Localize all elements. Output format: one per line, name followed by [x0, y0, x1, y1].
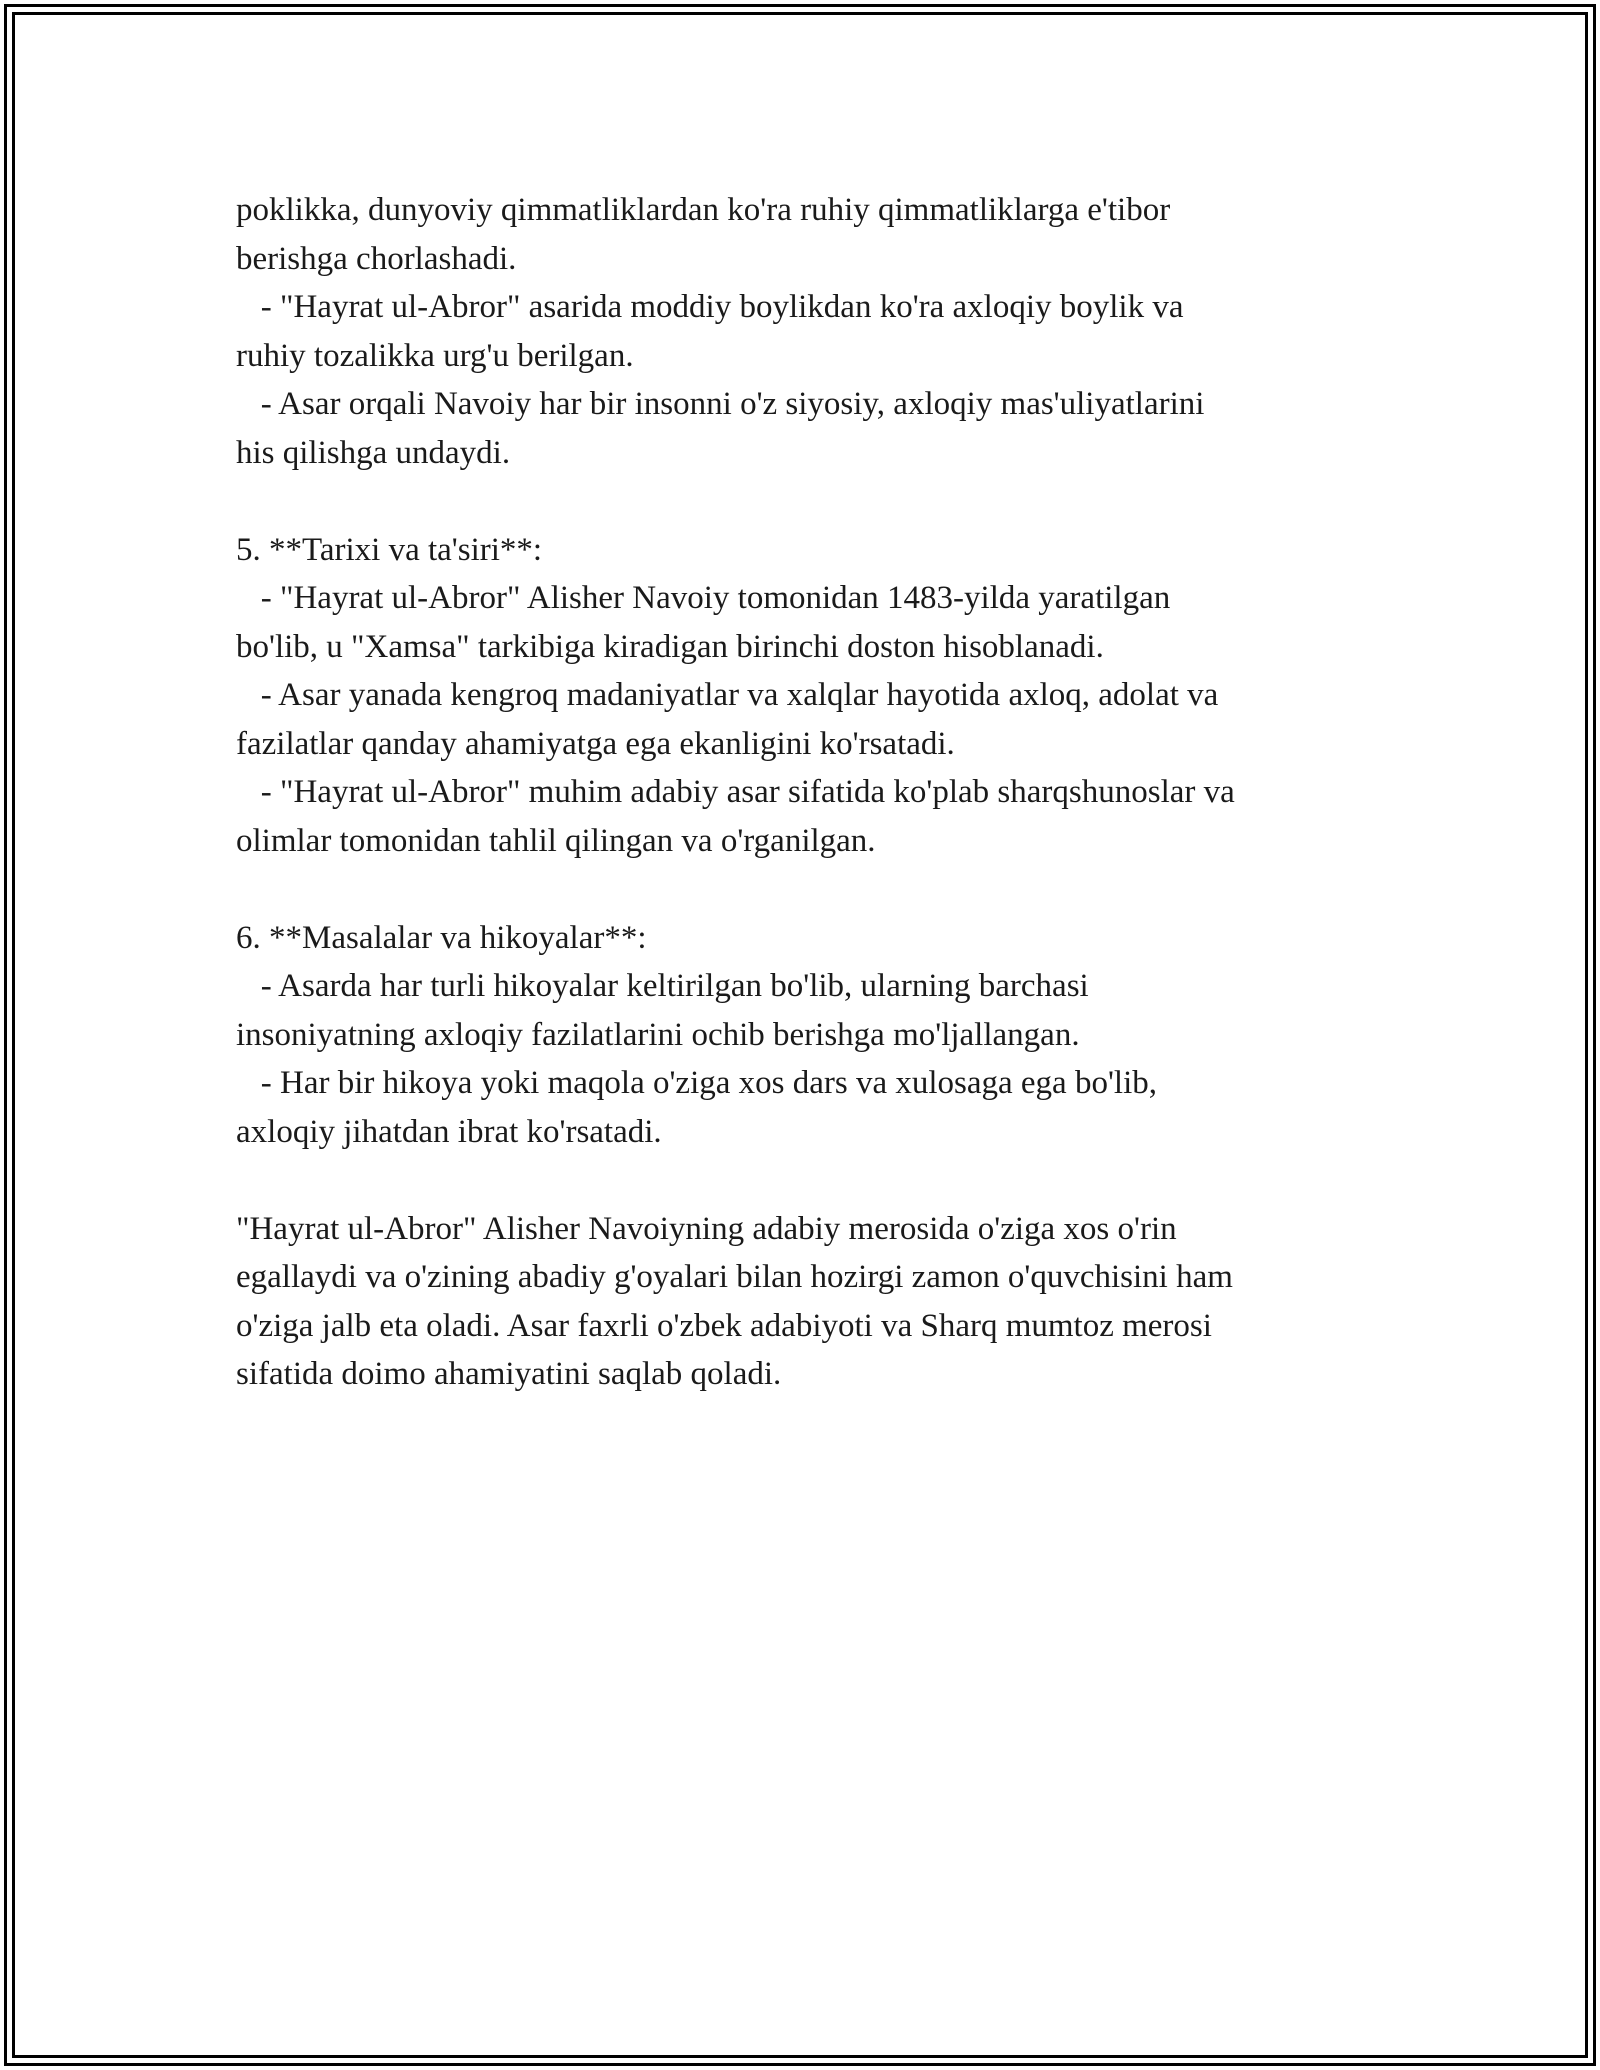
text-line: - "Hayrat ul-Abror" asarida moddiy boylikdan ko'ra axloqiy boylik va — [236, 289, 1184, 325]
text-line: sifatida doimo ahamiyatini saqlab qoladi. — [236, 1356, 782, 1392]
section-heading: 6. **Masalalar va hikoyalar**: — [236, 919, 647, 956]
text-line: egallaydi va o'zining abadiy g'oyalari bilan hozirgi zamon o'quvchisini ham — [236, 1259, 1233, 1295]
text-line: - Asar orqali Navoiy har bir insonni o'z siyosiy, axloqiy mas'uliyatlarini — [236, 386, 1205, 422]
text-line: - "Hayrat ul-Abror" Alisher Navoiy tomonidan 1483-yilda yaratilgan — [236, 580, 1171, 616]
text-line: his qilishga undaydi. — [236, 434, 511, 471]
text-line: - Asar yanada kengroq madaniyatlar va xalqlar hayotida axloq, adolat va — [236, 677, 1219, 713]
text-line: "Hayrat ul-Abror" Alisher Navoiyning adabiy merosida o'ziga xos o'rin — [236, 1210, 1177, 1247]
text-line: bo'lib, u "Xamsa" tarkibiga kiradigan birinchi doston hisoblanadi. — [236, 628, 1104, 665]
paragraph-conclusion — [236, 1205, 1376, 1399]
text-line: axloqiy jihatdan ibrat ko'rsatadi. — [236, 1113, 662, 1150]
section-heading: 5. **Tarixi va ta'siri**: — [236, 531, 543, 568]
text-line: - Har bir hikoya yoki maqola o'ziga xos dars va xulosaga ega bo'lib, — [236, 1065, 1157, 1101]
text-line: o'ziga jalb eta oladi. Asar faxrli o'zbek adabiyoti va Sharq mumtoz merosi — [236, 1307, 1212, 1344]
paragraph-intro-continuation — [236, 186, 1376, 477]
text-line: poklikka, dunyoviy qimmatliklardan ko'ra ruhiy qimmatliklarga e'tibor — [236, 192, 1171, 228]
text-line: berishga chorlashadi. — [236, 240, 517, 277]
section-issues-and-stories — [236, 914, 1376, 1157]
section-history-and-influence — [236, 526, 1376, 866]
text-line: fazilatlar qanday ahamiyatga ega ekanligini ko'rsatadi. — [236, 725, 955, 762]
text-line: insoniyatning axloqiy fazilatlarini ochib berishga mo'ljallangan. — [236, 1016, 1080, 1053]
text-line: - Asarda har turli hikoyalar keltirilgan bo'lib, ularning barchasi — [236, 968, 1089, 1004]
text-line: olimlar tomonidan tahlil qilingan va o'rganilgan. — [236, 822, 876, 859]
document-body — [236, 186, 1376, 1447]
text-line: ruhiy tozalikka urg'u berilgan. — [236, 337, 634, 374]
text-line: - "Hayrat ul-Abror" muhim adabiy asar sifatida ko'plab sharqshunoslar va — [236, 774, 1235, 810]
